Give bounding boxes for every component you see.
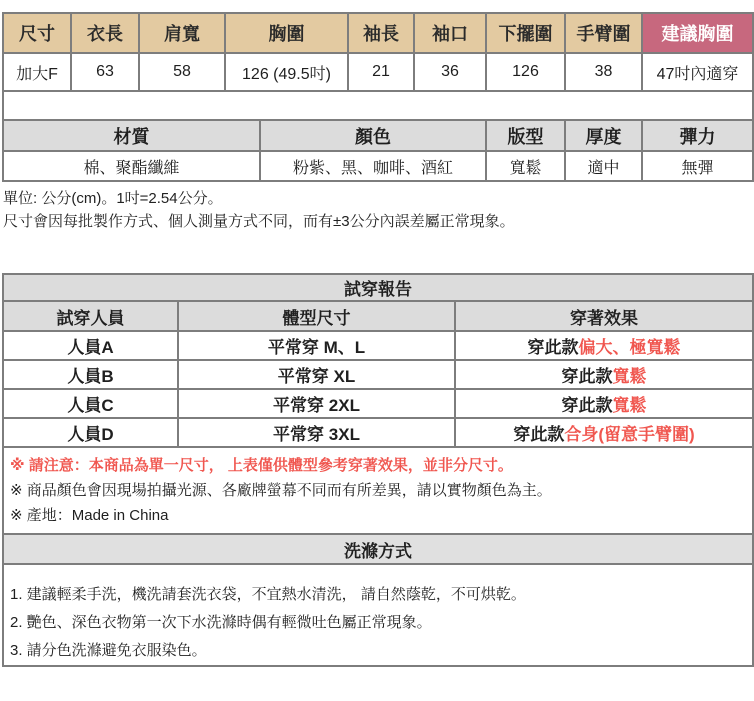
effect-prefix: 穿此款 (561, 367, 613, 386)
fitting-title-row (3, 274, 753, 301)
fitting-report-table (2, 273, 754, 667)
size-value-hem: 126 (486, 53, 565, 91)
spec-value-thickness: 適中 (565, 151, 642, 181)
fitting-body-size: 平常穿 3XL (178, 418, 455, 447)
size-header-bust: 胸圍 (225, 13, 348, 53)
fitting-row-c (3, 389, 753, 418)
spacer-cell (3, 91, 753, 120)
fitting-row-b (3, 360, 753, 389)
fitting-effect (455, 331, 753, 360)
effect-highlight: 寬鬆 (612, 367, 647, 386)
fitting-effect (455, 389, 753, 418)
spec-spacer-row (3, 91, 753, 120)
size-value-arm: 38 (565, 53, 642, 91)
size-value-suggested-bust: 47吋內適穿 (642, 53, 753, 91)
washing-step: 2. 艷色、深色衣物第一次下水洗滌時偶有輕微吐色屬正常現象。 (10, 614, 432, 631)
fitting-body-size: 平常穿 2XL (178, 389, 455, 418)
unit-note-line: 單位: 公分(cm)。1吋=2.54公分。 (3, 190, 223, 207)
fitting-effect (455, 418, 753, 447)
spec-data-row (3, 151, 753, 181)
effect-prefix: 穿此款 (513, 425, 565, 444)
fitting-row-d (3, 418, 753, 447)
fitting-person: 人員D (3, 418, 178, 447)
size-table (2, 12, 754, 92)
effect-highlight: 合身(留意手臂圍) (564, 425, 695, 444)
washing-instructions (3, 564, 753, 666)
size-value-shoulder: 58 (139, 53, 225, 91)
unit-notes (3, 187, 752, 233)
effect-highlight: 偏大、極寬鬆 (578, 338, 681, 357)
spec-value-cut: 寬鬆 (486, 151, 565, 181)
fitting-row-a (3, 331, 753, 360)
spec-header-stretch: 彈力 (642, 120, 753, 151)
effect-prefix: 穿此款 (561, 396, 613, 415)
single-size-warning: ※ 請注意：本商品為單一尺寸， 上表僅供體型參考穿著效果，並非分尺寸。 (10, 457, 513, 474)
effect-prefix: 穿此款 (527, 338, 579, 357)
fitting-body-size: 平常穿 XL (178, 360, 455, 389)
spec-header-row (3, 120, 753, 151)
size-header-arm: 手臂圍 (565, 13, 642, 53)
size-header-suggested-bust: 建議胸圍 (642, 13, 753, 53)
spec-header-color: 顏色 (260, 120, 486, 151)
size-value-sleeve-length: 21 (348, 53, 414, 91)
fitting-person: 人員A (3, 331, 178, 360)
tolerance-note-line: 尺寸會因每批製作方式、個人測量方式不同，而有±3公分內誤差屬正常現象。 (3, 213, 515, 230)
fitting-header-person: 試穿人員 (3, 301, 178, 331)
fitting-effect (455, 360, 753, 389)
washing-body-row (3, 564, 753, 666)
size-table-header-row (3, 13, 753, 53)
washing-step: 1. 建議輕柔手洗，機洗請套洗衣袋，不宜熱水清洗， 請自然蔭乾，不可烘乾。 (10, 586, 526, 603)
origin-note: ※ 產地：Made in China (10, 507, 169, 524)
fitting-person: 人員C (3, 389, 178, 418)
size-header-sleeve-length: 袖長 (348, 13, 414, 53)
fitting-person: 人員B (3, 360, 178, 389)
spec-header-cut: 版型 (486, 120, 565, 151)
spec-value-material: 棉、聚酯纖維 (3, 151, 260, 181)
size-header-shoulder: 肩寬 (139, 13, 225, 53)
effect-highlight: 寬鬆 (612, 396, 647, 415)
notes-cell (3, 447, 753, 534)
spec-header-material: 材質 (3, 120, 260, 151)
size-value-bust: 126 (49.5吋) (225, 53, 348, 91)
size-table-data-row (3, 53, 753, 91)
notes-row (3, 447, 753, 534)
size-header-hem: 下擺圍 (486, 13, 565, 53)
washing-title: 洗滌方式 (3, 534, 753, 564)
size-value-size: 加大F (3, 53, 71, 91)
size-header-length: 衣長 (71, 13, 139, 53)
spec-table (2, 90, 754, 182)
fitting-header-body-size: 體型尺寸 (178, 301, 455, 331)
size-value-cuff: 36 (414, 53, 486, 91)
fitting-body-size: 平常穿 M、L (178, 331, 455, 360)
washing-step: 3. 請分色洗滌避免衣服染色。 (10, 642, 207, 659)
size-header-cuff: 袖口 (414, 13, 486, 53)
spec-value-stretch: 無彈 (642, 151, 753, 181)
size-header-size: 尺寸 (3, 13, 71, 53)
color-difference-note: ※ 商品顏色會因現場拍攝光源、各廠牌螢幕不同而有所差異，請以實物顏色為主。 (10, 482, 552, 499)
spec-header-thickness: 厚度 (565, 120, 642, 151)
fitting-header-effect: 穿著效果 (455, 301, 753, 331)
size-value-length: 63 (71, 53, 139, 91)
fitting-header-row (3, 301, 753, 331)
spec-value-color: 粉紫、黑、咖啡、酒紅 (260, 151, 486, 181)
washing-title-row (3, 534, 753, 564)
fitting-title: 試穿報告 (3, 274, 753, 301)
